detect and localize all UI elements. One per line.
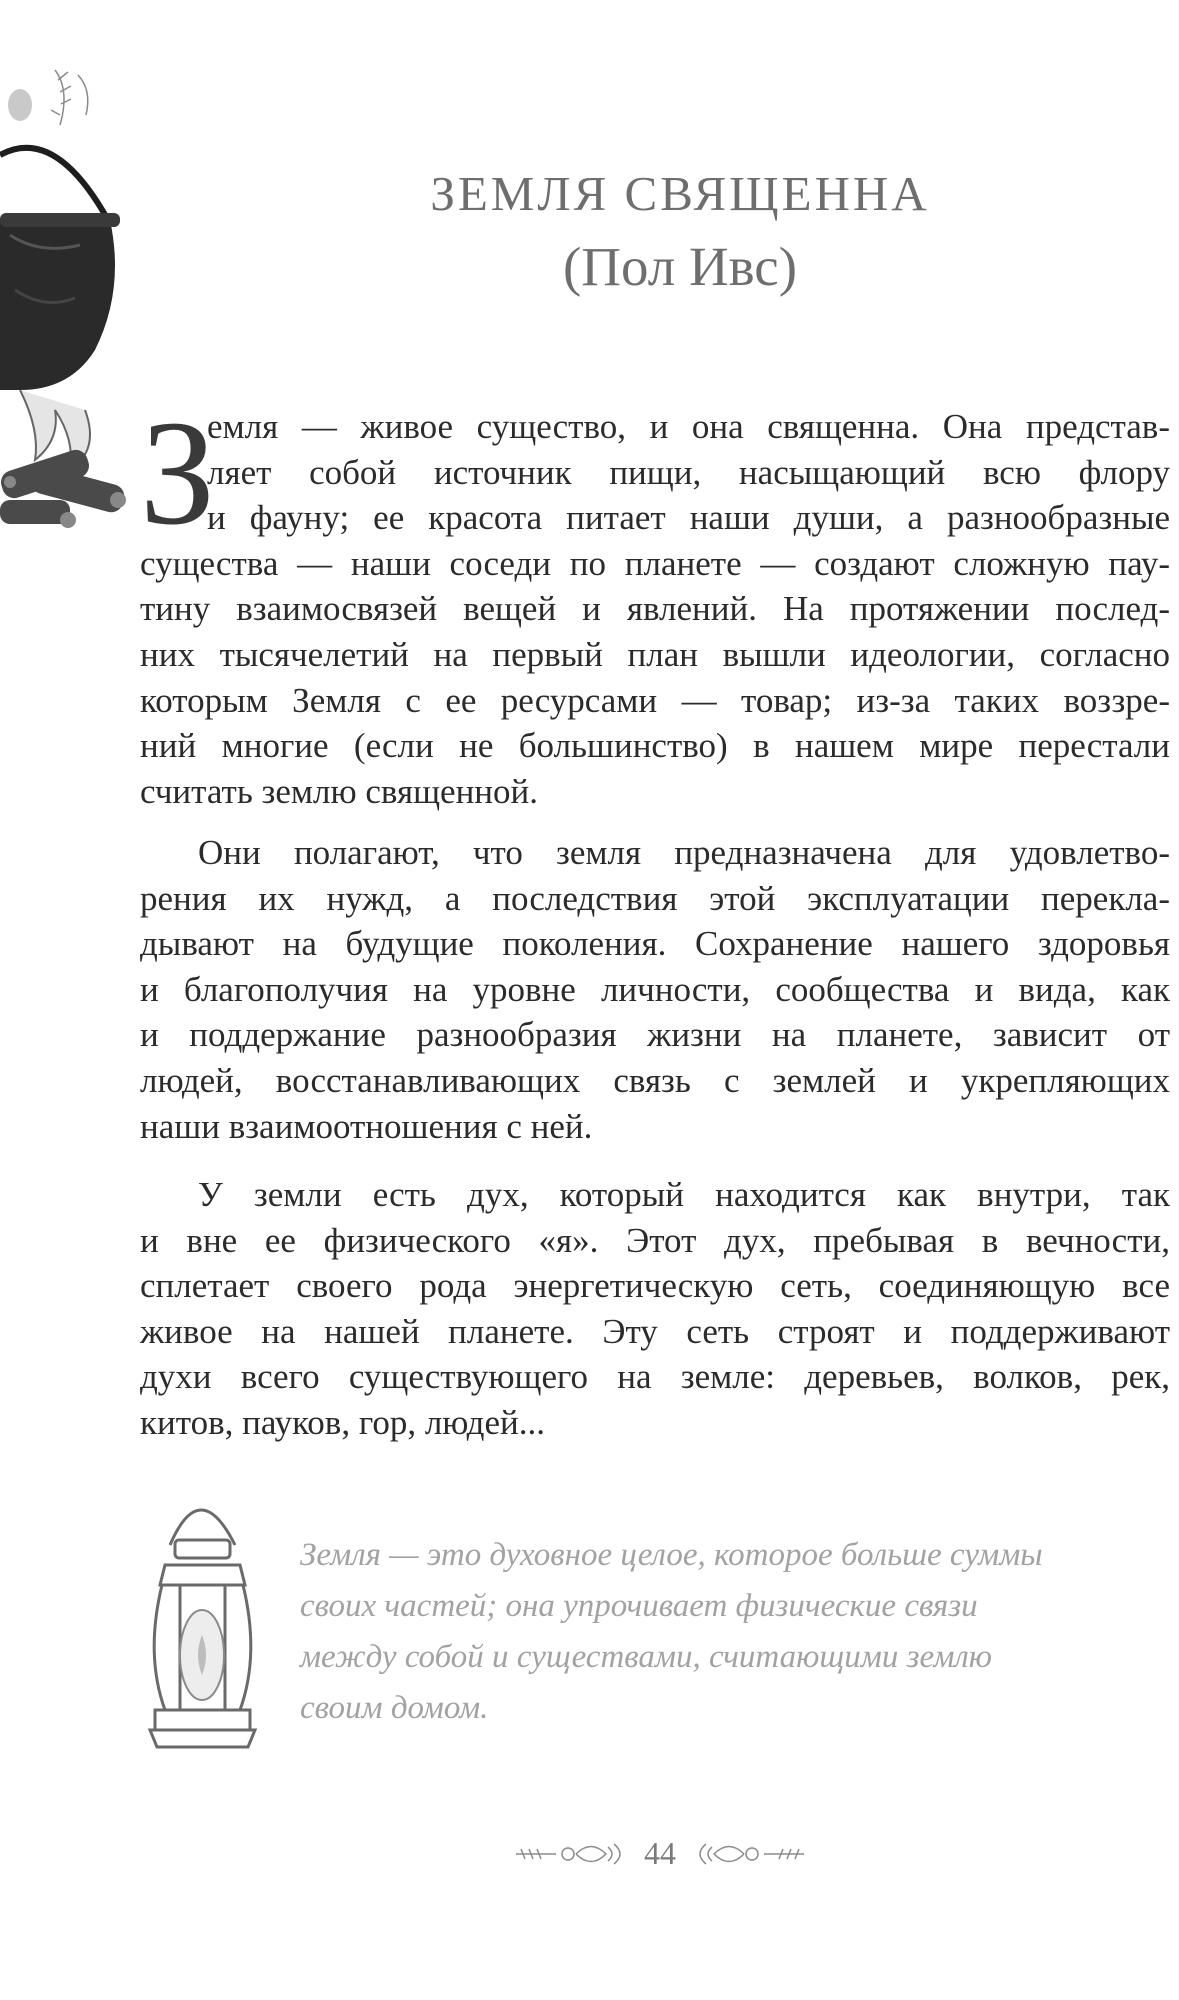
flourish-left-icon: [516, 1839, 626, 1869]
lantern-illustration: [140, 1485, 260, 1750]
text-line: и поддержание разнообразия жизни на планете, зависит от: [140, 1015, 1170, 1055]
chapter-author: (Пол Ивс): [562, 236, 798, 297]
quote-line: между собой и существами, считающими землю: [300, 1639, 993, 1675]
flourish-right-icon: [694, 1839, 804, 1869]
text-line: ляет собой источник пищи, насыщающий всю флору: [207, 452, 1170, 492]
cauldron-illustration: [0, 30, 135, 530]
chapter-title: ЗЕМЛЯ СВЯЩЕННА: [430, 166, 930, 221]
text-line: духи всего существующего на земле: деревьев, волков, рек,: [140, 1357, 1170, 1397]
quote-line: своих частей; она упрочивает физические связи: [300, 1588, 978, 1624]
text-line: ний многие (если не большинство) в нашем мире перестали: [140, 726, 1170, 766]
text-line: рения их нужд, а последствия этой эксплуатации перекла-: [140, 878, 1170, 918]
pull-quote: [300, 1530, 1160, 1734]
paragraph-2: [140, 830, 1170, 1149]
text-line: которым Земля с ее ресурсами — товар; из-за таких воззре-: [140, 680, 1170, 720]
text-line: Они полагают, что земля предназначена для удовлетво-: [198, 833, 1170, 872]
text-line: людей, восстанавливающих связь с землей и укрепляющих: [140, 1060, 1170, 1100]
quote-line: Земля — это духовное целое, которое больше суммы: [300, 1537, 1043, 1573]
text-line: У земли есть дух, который находится как внутри, так: [198, 1175, 1170, 1214]
quote-line: своим домом.: [300, 1690, 489, 1726]
text-line: наши взаимоотношения с ней.: [140, 1106, 593, 1146]
text-line: емля — живое существо, и она священна. Она представ-: [207, 407, 1170, 446]
text-line: них тысячелетий на первый план вышли идеологии, согласно: [140, 634, 1170, 674]
text-line: и фауну; ее красота питает наши души, а разнообразные: [207, 498, 1170, 538]
paragraph-3: [140, 1172, 1170, 1446]
text-line: дывают на будущие поколения. Сохранение нашего здоровья: [140, 924, 1170, 964]
text-line: тину взаимосвязей вещей и явлений. На протяжении послед-: [140, 589, 1170, 629]
page-footer: [480, 1835, 840, 1872]
text-line: считать землю священной.: [140, 771, 539, 811]
drop-cap: З: [140, 390, 216, 556]
text-line: живое на нашей планете. Эту сеть строят и поддерживают: [140, 1311, 1170, 1351]
paragraph-1: [140, 404, 1170, 814]
text-line: сплетает своего рода энергетическую сеть, соединяющую все: [140, 1266, 1170, 1306]
text-line: и благополучия на уровне личности, сообщества и вида, как: [140, 969, 1170, 1009]
text-line: и вне ее физического «я». Этот дух, пребывая в вечности,: [140, 1220, 1170, 1260]
page-number: 44: [644, 1835, 676, 1871]
text-line: существа — наши соседи по планете — создают сложную пау-: [140, 543, 1170, 583]
text-line: китов, пауков, гор, людей...: [140, 1402, 545, 1442]
